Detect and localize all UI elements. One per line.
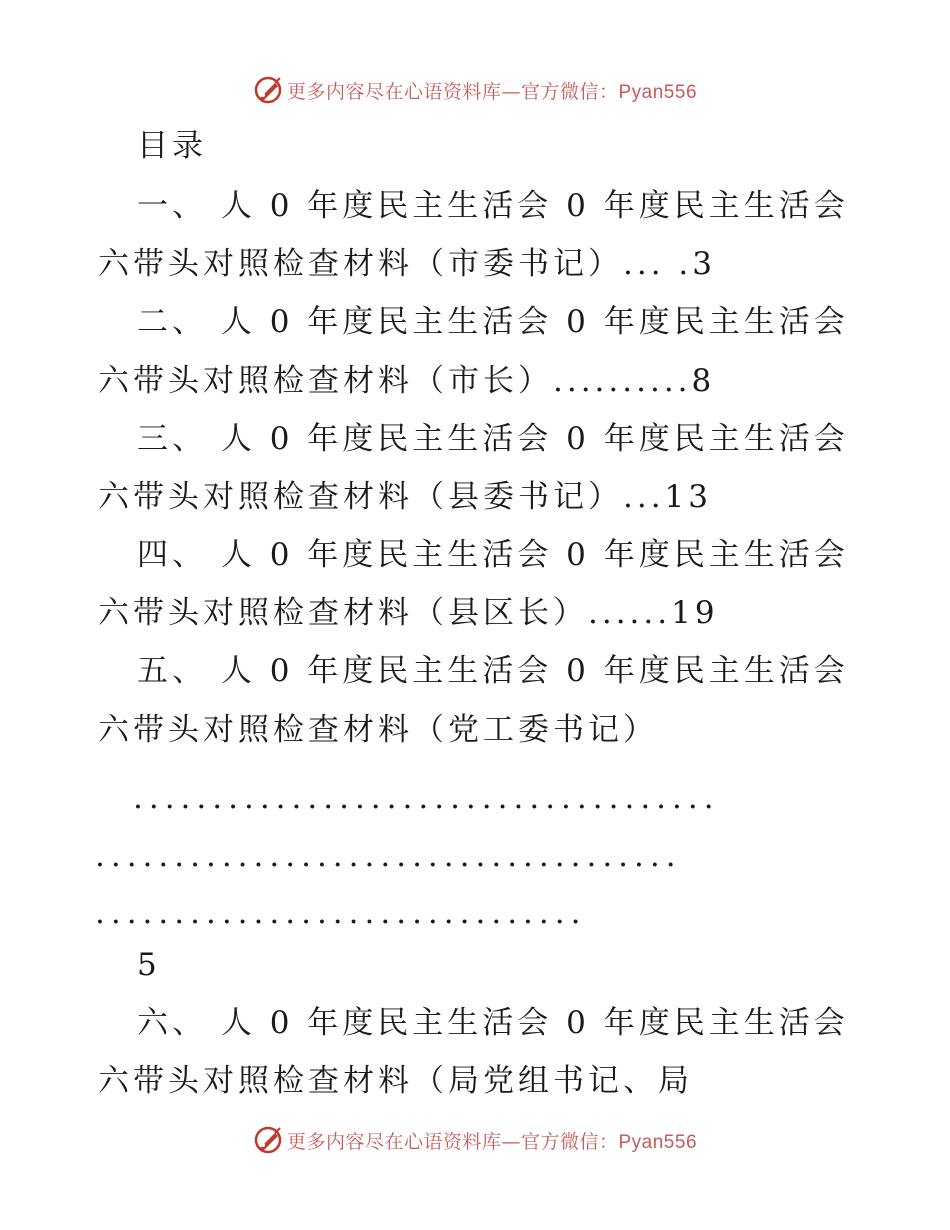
quill-logo-icon bbox=[253, 75, 283, 105]
quill-logo-icon bbox=[253, 1125, 283, 1155]
footer-watermark-banner bbox=[0, 1120, 950, 1160]
banner-text: 更多内容尽在心语资料库—官方微信：Pyan556 bbox=[286, 1130, 698, 1153]
banner-text: 更多内容尽在心语资料库—官方微信：Pyan556 bbox=[286, 80, 698, 103]
toc-page-number: 5 bbox=[137, 947, 161, 983]
toc-entry-5-line-2: 六带头对照检查材料（党工委书记） bbox=[98, 712, 658, 748]
toc-entry-2-line-1: 二、 人 0 年度民主生活会 0 年度民主生活会 bbox=[137, 304, 849, 340]
toc-entry-2-line-2: 六带头对照检查材料（市长）..........8 bbox=[98, 363, 716, 399]
header-watermark-banner bbox=[0, 70, 950, 110]
toc-entry-3-line-2: 六带头对照检查材料（县委书记）...13 bbox=[98, 479, 713, 515]
toc-entry-5-line-1: 五、 人 0 年度民主生活会 0 年度民主生活会 bbox=[137, 653, 849, 689]
toc-entry-6-line-2: 六带头对照检查材料（局党组书记、局 bbox=[98, 1063, 693, 1099]
toc-heading: 目录 bbox=[137, 128, 207, 164]
toc-entry-3-line-1: 三、 人 0 年度民主生活会 0 年度民主生活会 bbox=[137, 421, 849, 457]
toc-dot-leader-3: ............................... bbox=[95, 895, 587, 931]
toc-entry-1-line-2: 六带头对照检查材料（市委书记）... .3 bbox=[98, 246, 716, 282]
toc-dot-leader-2: ..................................... bbox=[95, 838, 682, 874]
toc-dot-leader-1: ..................................... bbox=[133, 780, 720, 816]
toc-entry-4-line-2: 六带头对照检查材料（县区长）......19 bbox=[98, 595, 719, 631]
toc-entry-6-line-1: 六、 人 0 年度民主生活会 0 年度民主生活会 bbox=[137, 1005, 849, 1041]
toc-entry-4-line-1: 四、 人 0 年度民主生活会 0 年度民主生活会 bbox=[137, 537, 849, 573]
toc-entry-1-line-1: 一、 人 0 年度民主生活会 0 年度民主生活会 bbox=[137, 188, 849, 224]
